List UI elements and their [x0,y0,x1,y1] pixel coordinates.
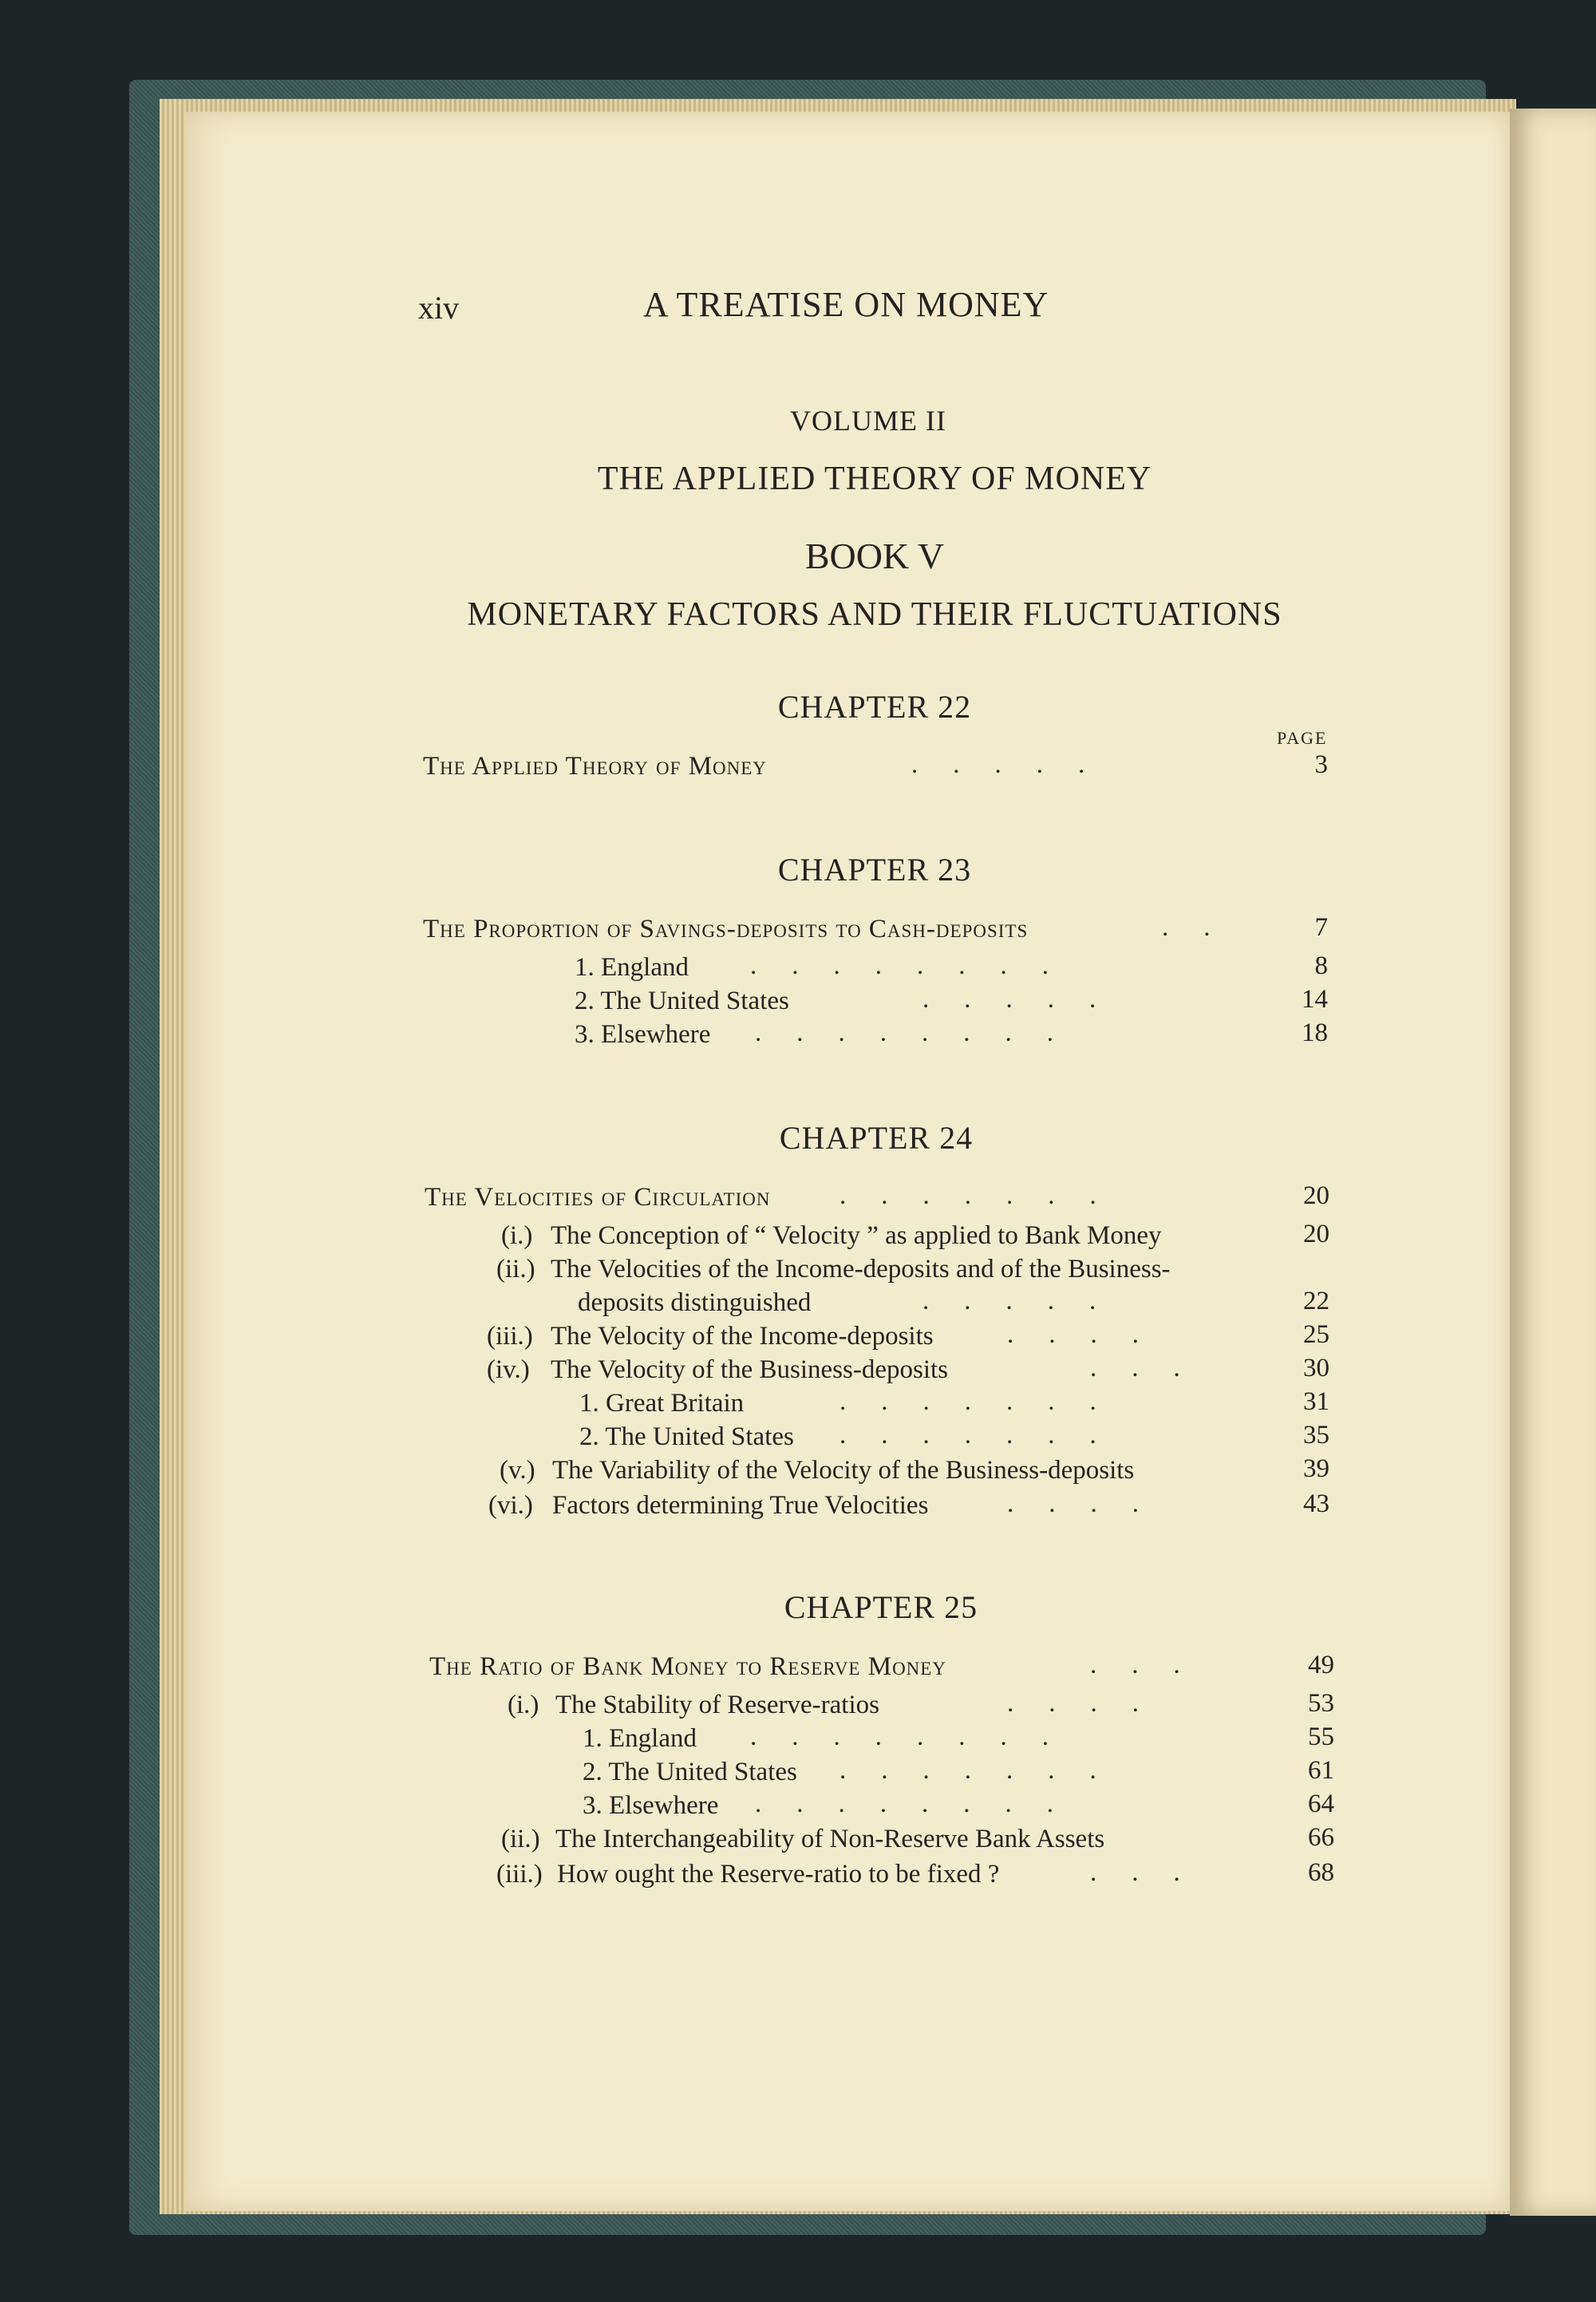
toc-entry-marker: (i.) [501,1221,533,1250]
toc-entry-label: 2. The United States [575,987,789,1015]
dot-leader: ....... [839,1421,1132,1450]
toc-entry-page: 8 [1314,951,1328,980]
toc-entry-label: The Variability of the Velocity of the Business-deposits [552,1456,1135,1485]
toc-entry-marker: (iii.) [487,1322,533,1351]
toc-entry-page: 3 [1314,750,1328,779]
chapter-heading: CHAPTER 24 [779,1120,974,1156]
toc-entry-label: The Conception of “ Velocity ” as applied to Bank Money [551,1221,1162,1250]
toc-entry-marker: (vi.) [488,1491,533,1520]
dot-leader: .... [1007,1489,1174,1518]
dot-leader: ........ [755,1790,1088,1818]
dot-leader: ..... [922,1287,1132,1315]
dot-leader: ... [1090,1651,1215,1679]
toc-entry-label: The Applied Theory of Money [423,752,767,781]
toc-entry-label: The Proportion of Savings-deposits to Cash-deposits [423,915,1029,943]
dot-leader: ... [1090,1858,1215,1887]
toc-entry-label: How ought the Reserve-ratio to be fixed ? [557,1860,1000,1889]
toc-entry-page: 68 [1308,1858,1334,1887]
book-title: MONETARY FACTORS AND THEIR FLUCTUATIONS [467,596,1282,633]
dot-leader: .. [1162,913,1246,942]
toc-entry-page: 61 [1308,1756,1334,1785]
dot-leader: ........ [755,1018,1088,1047]
toc-entry-label: The Interchangeability of Non-Reserve Bank Assets [555,1825,1105,1853]
toc-entry-label: The Velocities of the Income-deposits and of the Business- [551,1255,1171,1284]
toc-entry-page: 7 [1314,913,1328,942]
toc-entry-page: 22 [1303,1287,1329,1315]
toc-entry-page: 35 [1303,1421,1329,1450]
toc-entry-page: 20 [1303,1220,1329,1248]
chapter-heading: CHAPTER 25 [784,1589,978,1625]
dot-leader: ........ [750,1723,1084,1751]
toc-entry-marker: (iv.) [487,1355,530,1384]
toc-entry-label: The Ratio of Bank Money to Reserve Money [429,1652,946,1681]
toc-entry-page: 31 [1303,1387,1329,1416]
book-heading: BOOK V [804,536,945,576]
dot-leader: ....... [839,1181,1132,1210]
volume-heading: VOLUME II [790,405,946,437]
toc-entry-label: deposits distinguished [578,1288,812,1317]
toc-entry-page: 55 [1308,1723,1334,1751]
dot-leader: .... [1007,1320,1174,1349]
toc-entry-page: 30 [1303,1354,1329,1382]
toc-entry-page: 39 [1303,1454,1329,1483]
toc-entry-label: 3. Elsewhere [575,1020,711,1049]
toc-entry-page: 20 [1303,1181,1329,1210]
toc-entry-marker: (v.) [500,1456,535,1485]
toc-entry-label: The Velocities of Circulation [425,1183,771,1212]
toc-entry-label: 3. Elsewhere [583,1791,719,1820]
toc-entry-label: 2. The United States [583,1758,797,1786]
toc-entry-marker: (iii.) [496,1860,543,1889]
toc-entry-label: The Velocity of the Business-deposits [551,1355,948,1384]
toc-entry-page: 66 [1308,1823,1334,1852]
dot-leader: ... [1090,1354,1215,1382]
chapter-heading: CHAPTER 23 [777,852,972,888]
dot-leader: .... [1007,1689,1174,1718]
toc-entry-page: 49 [1308,1651,1334,1679]
dot-leader: ....... [839,1387,1132,1416]
dot-leader: ........ [750,951,1084,980]
toc-entry-label: Factors determining True Velocities [552,1491,929,1520]
toc-entry-label: 1. Great Britain [579,1389,745,1418]
toc-entry-page: 53 [1308,1689,1334,1718]
toc-entry-page: 43 [1303,1489,1329,1518]
toc-entry-page: 18 [1302,1018,1328,1047]
toc-entry-label: The Velocity of the Income-deposits [551,1322,934,1351]
toc-entry-label: 1. England [575,953,689,982]
toc-entry-marker: (i.) [508,1691,539,1719]
dot-leader: ..... [922,985,1132,1014]
toc-entry-page: 64 [1308,1790,1334,1818]
page-column-label: PAGE [1277,728,1328,748]
toc-entry-marker: (ii.) [501,1825,540,1853]
dot-leader: ....... [839,1756,1132,1785]
toc-entry-page: 14 [1302,985,1328,1014]
page-number: xiv [418,290,460,326]
volume-title: THE APPLIED THEORY OF MONEY [597,461,1152,497]
toc-entry-label: The Stability of Reserve-ratios [555,1691,879,1719]
running-title: A TREATISE ON MONEY [643,285,1049,324]
toc-entry-page: 25 [1303,1320,1329,1349]
toc-entry-label: 1. England [583,1724,697,1753]
toc-entry-label: 2. The United States [579,1422,794,1451]
toc-entry-marker: (ii.) [496,1255,535,1284]
dot-leader: ..... [911,750,1120,779]
chapter-heading: CHAPTER 22 [777,689,972,725]
